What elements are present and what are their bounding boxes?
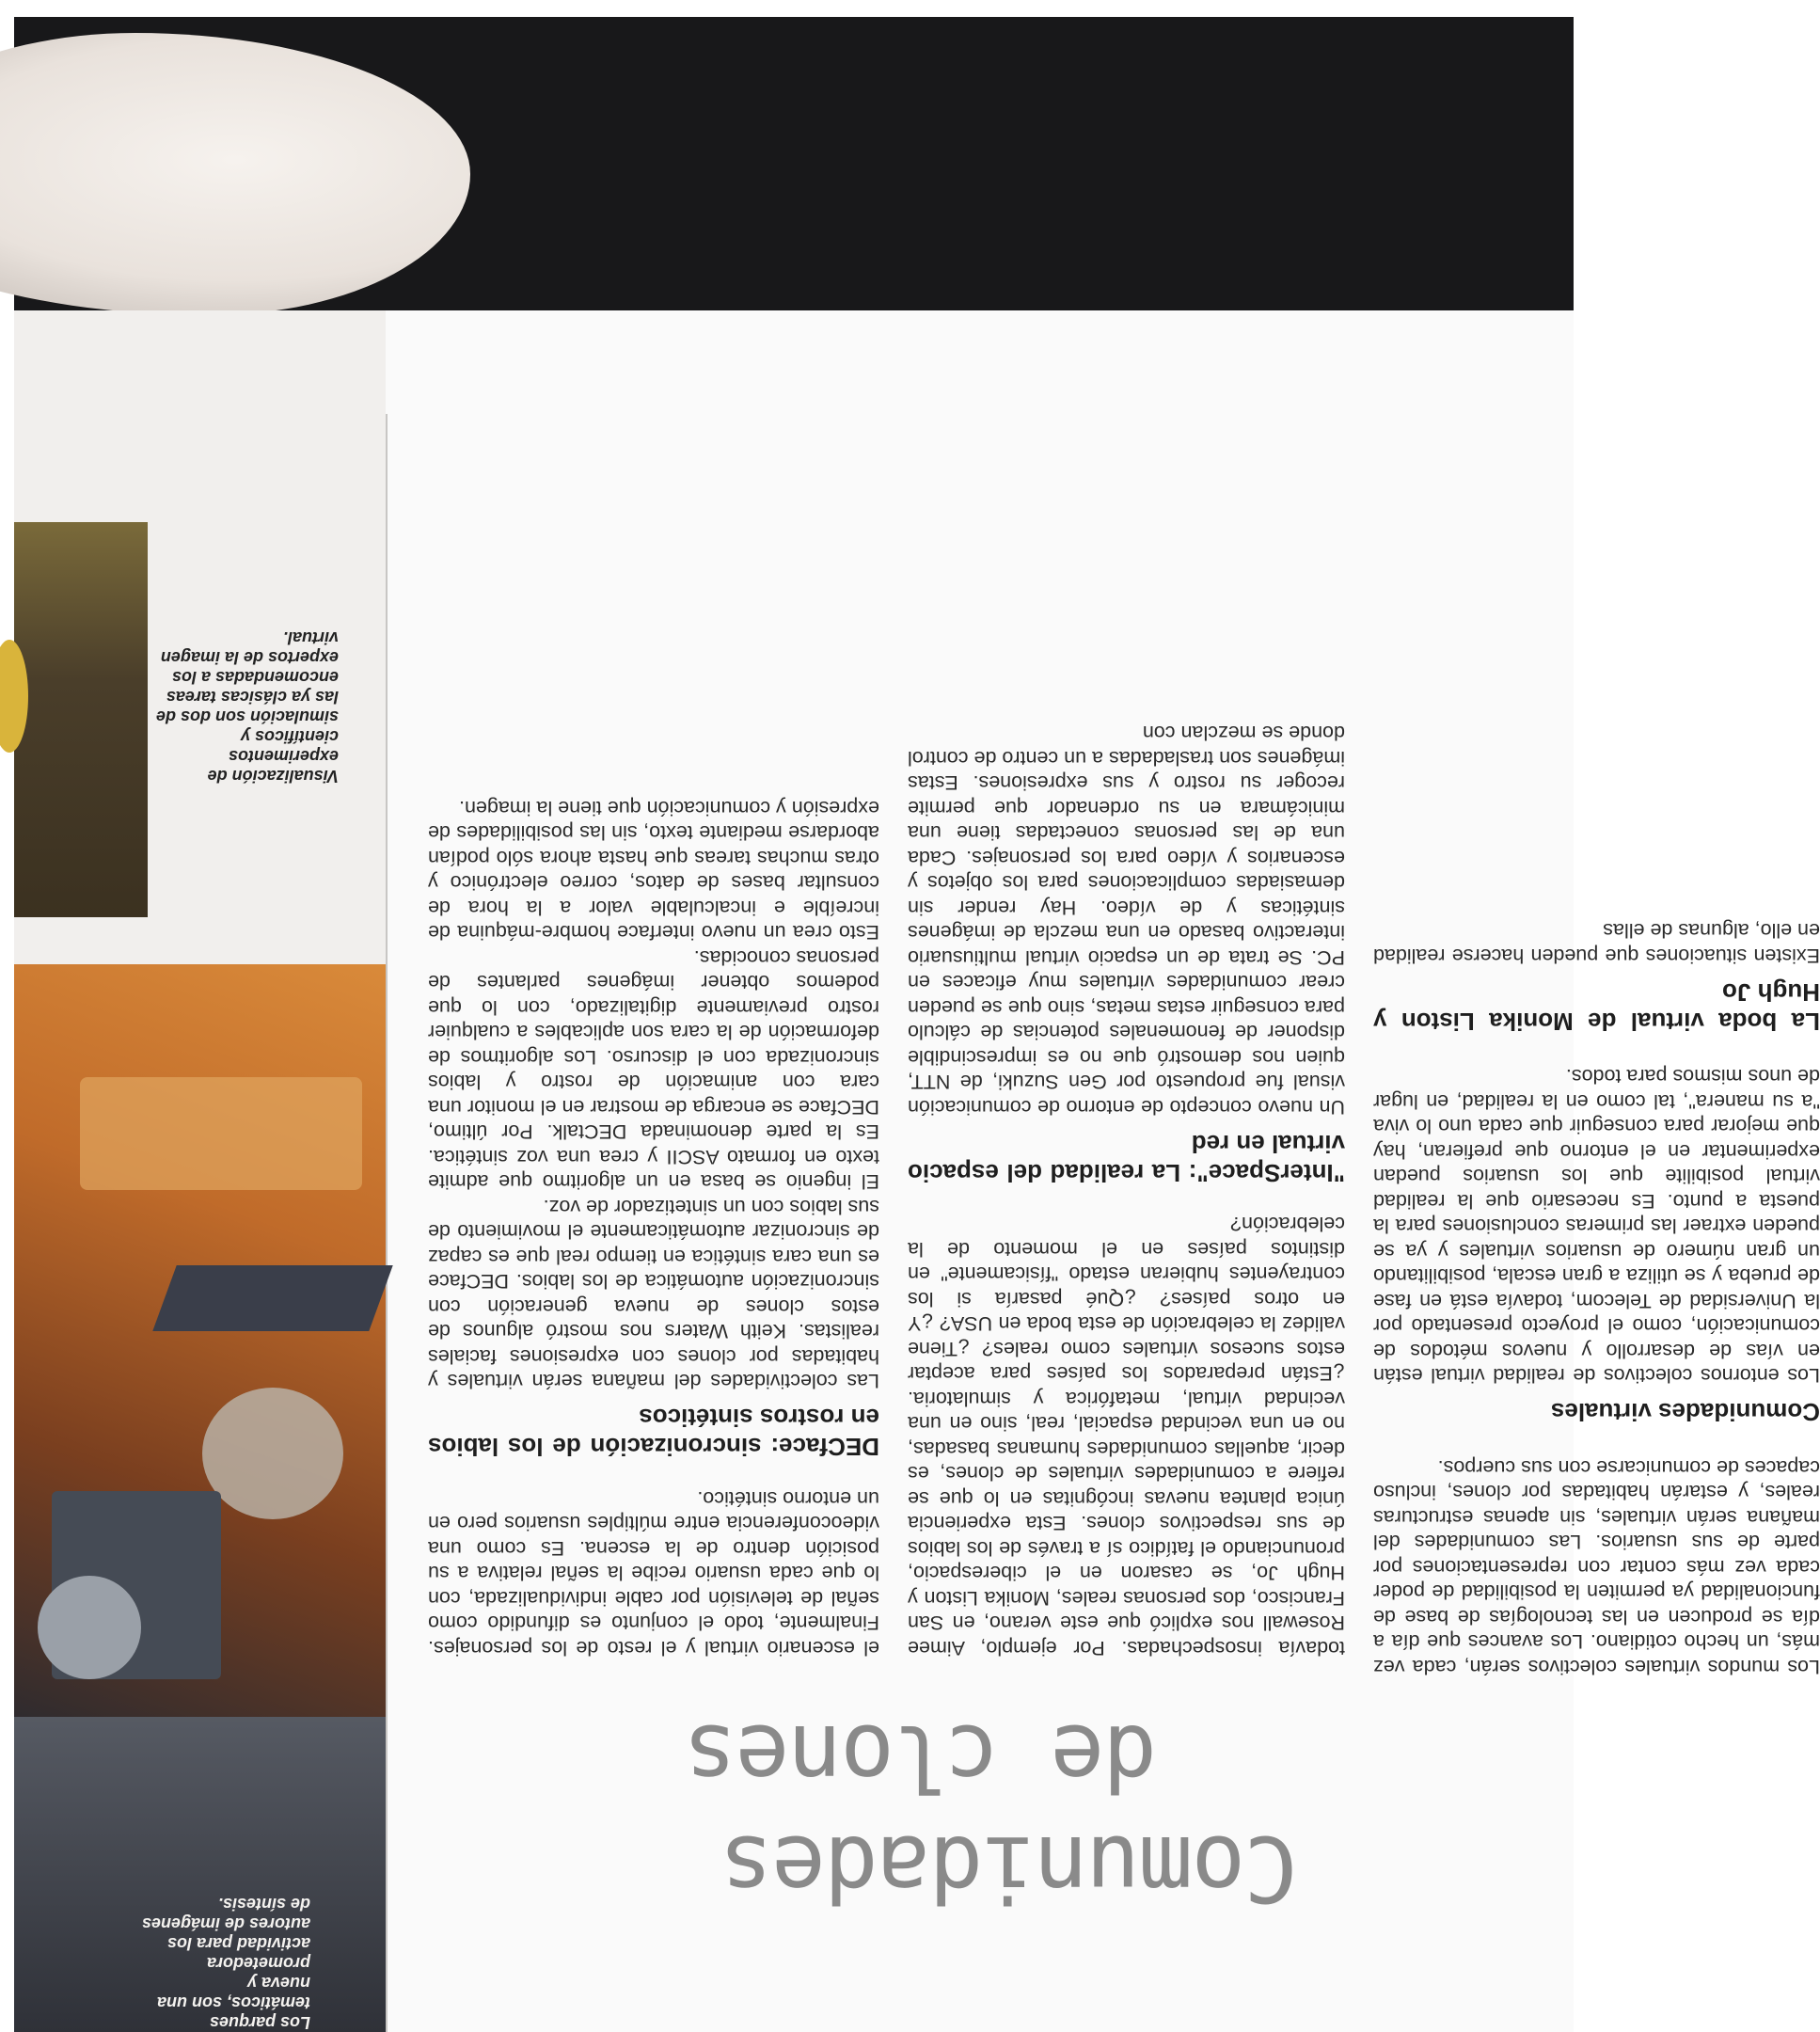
- section-heading-boda: La boda virtual de Monika Liston y Hugh Jo: [1373, 978, 1820, 1036]
- title-line-2: de clones: [684, 1705, 1157, 1810]
- paragraph: el escenario virtual y el resto de los personajes. Finalmente, todo el conjunto es difundido como señal de televisión por cable individualizada, con lo que cada usuario recibe la señal relativa a su posición dentro de la escena. Es como una videoconferencia entre múltiples usuarios pero en un entorno sintético.: [428, 1487, 879, 1659]
- paragraph: El ingenio se basa en un algoritmo que admite texto en formato ASCII y crea una voz sintética. Es la parte denominada DECtalk. Por último, DECface se encarga de mostrar en el monitor una cara con animación de rostro y labios sincronizada con el discurso. Los algoritmos de deformación de la cara son aplicables a cualquier rostro previamente digitalizado, con lo que podemos obtener imágenes parlantes de personas conocidas.: [428, 946, 879, 1194]
- paragraph: Existen situaciones que pueden hacerse realidad en ello, algunas de ellas: [1373, 919, 1820, 967]
- article-column-2: [908, 503, 1345, 1660]
- title-line-1: Comunidades: [720, 1816, 1298, 1921]
- paragraph: Las colectividades del mañana serán virtuales y habitadas por clones con expresiones faciales realistas. Keith Waters nos mostró algunos de estos clones de nueva generación con sincronización automática de los labios. DECface es una cara sintética en tiempo real que es capaz de sincronizar automáticamente el movimiento de sus labios con un sintetizador de voz.: [428, 1196, 879, 1393]
- article-column-3: [428, 532, 879, 1660]
- section-heading-comunidades: Comunidades virtuales: [1550, 1398, 1820, 1427]
- paragraph: Un nuevo concepto de entorno de comunicación visual fue propuesto por Gen Suzuki, de NTT, quien nos demostró que no es imprescindible disponer de fenomenales potencias de cálculo para conseguir estas metas, sino que se pueden crear comunidades virtuales muy eficaces en PC. Se trata de un espacio virtual multiusuario interactivo basado en una mezcla de imágenes sintéticas y de vídeo. Hay render sin demasiadas complicaciones para los objetos y escenarios y vídeo para los personajes. Cada una de las personas conectadas tiene una minicámara en su ordenador que permite recoger su rostro y sus expresiones. Estas imágenes son trasladadas a un centro de control donde se mezclan con: [908, 722, 1345, 1119]
- article-title: [621, 1670, 1298, 1924]
- paragraph: Esto crea un nuevo interface hombre-máquina de increíble e incalculable valor a la hora de consultar bases de datos, correo electrónico y otras muchas tareas que hasta ahora sólo podían abordarse mediante texto, sin las posibilidades de expresión y comunicación que tiene la imagen.: [428, 797, 879, 945]
- paragraph: todavía insospechadas. Por ejemplo, Aimee Rosewall nos explicó que este verano, en San Francisco, dos personas reales, Monika Liston y Hugh Jo, se casaron en el ciberespacio, pronunciando el fatídico sí a través de los labios de sus respectivos clones. Esta experiencia única plantea nuevas incógnitas en lo que se refiere a comunidades virtuales de clones, es decir, aquellas comunidades humanas basadas, no en una vecindad espacial, real, sino en una vecindad virtual, metafórica y simulatoria. ¿Están preparados los países para aceptar estos sucesos virtuales como reales? ¿Tiene validez la celebración de esta boda en USA? ¿Y en otros países? ¿Qué pasaría si los contrayentes hubieran estado "físicamente" en distintos países en el momento de la celebración?: [908, 1213, 1345, 1659]
- caption-visualizacion: Visualización de experimentos científicos y simulación son dos de las ya clásicas tareas encomendadas a los expertos de la imagen virtual.: [155, 628, 339, 786]
- section-heading-decface: DECface: sincronización de los labios en rostros sintéticos: [428, 1404, 879, 1462]
- scientific-visualization-photo: [14, 522, 148, 917]
- caption-parques: Los parques temáticos, son una nueva y prometedora actividad para los autores de imágenes de síntesis.: [141, 1895, 310, 2032]
- article-column-1: [1373, 513, 1820, 1679]
- page-gutter: [386, 414, 388, 2032]
- paragraph: Los entornos colectivos de realidad virtual están en vías de desarrollo y nuevos métodos de comunicación, como el proyecto presentado por la Universidad de Telecom, todavía está en fase de prueba y se utiliza a gran escala, posibilitando un gran número de usuarios virtuales y ya se pueden extraer las primeras conclusiones para la puesta a punto. Es necesario que la realidad virtual posibilite que los usuarios puedan experimentar en el entorno que prefieran, hay que mejorar para conseguir que cada uno lo viva "a su manera", tal como en la realidad, en lugar de unos mismos para todos.: [1373, 1065, 1820, 1388]
- paragraph: Los mundos virtuales colectivos serán, cada vez más, un hecho cotidiano. Los avances que día a día se producen en las tecnologías de base de funcionalidad ya permiten la posibilidad de poder cada vez más contar con representaciones por parte de sus usuarios. Las comunidades del mañana serán virtuales, sin apenas estructuras reales, y estarán habitadas por clones, incluso capaces de comunicarse con sus cuerpos.: [1373, 1456, 1820, 1678]
- section-heading-interspace: "InterSpace": La realidad del espacio virtual en red: [908, 1130, 1345, 1187]
